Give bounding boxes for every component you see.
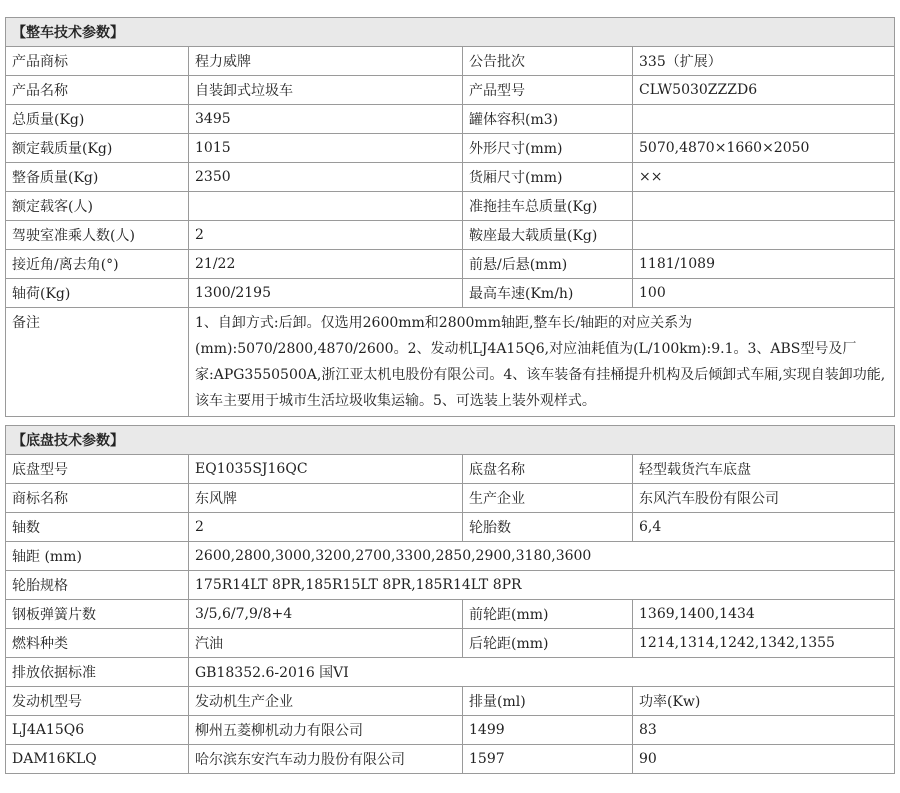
param-value: 1369,1400,1434 xyxy=(633,600,895,629)
table-row xyxy=(6,542,895,571)
table-row xyxy=(6,455,895,484)
column-header: 排量(ml) xyxy=(463,687,633,716)
param-value xyxy=(633,105,895,134)
chassis-params-table xyxy=(5,425,895,774)
param-value: 2600,2800,3000,3200,2700,3300,2850,2900,3180,3600 xyxy=(189,542,895,571)
table-row xyxy=(6,192,895,221)
param-label: 燃料种类 xyxy=(6,629,189,658)
param-label: 整备质量(Kg) xyxy=(6,163,189,192)
table-row xyxy=(6,513,895,542)
param-label: 罐体容积(m3) xyxy=(463,105,633,134)
param-label: 底盘名称 xyxy=(463,455,633,484)
param-value: EQ1035SJ16QC xyxy=(189,455,463,484)
param-value: 1300/2195 xyxy=(189,279,463,308)
notes-row xyxy=(6,308,895,417)
table-row xyxy=(6,105,895,134)
param-value: 1181/1089 xyxy=(633,250,895,279)
chassis-section-title: 【底盘技术参数】 xyxy=(6,426,895,455)
param-value: 2350 xyxy=(189,163,463,192)
param-label: 钢板弹簧片数 xyxy=(6,600,189,629)
param-value: 2 xyxy=(189,221,463,250)
vehicle-params-table xyxy=(5,17,895,417)
param-label: 公告批次 xyxy=(463,47,633,76)
table-row xyxy=(6,76,895,105)
table-row xyxy=(6,629,895,658)
notes-text: 1、自卸方式:后卸。仅选用2600mm和2800mm轴距,整车长/轴距的对应关系为(mm):5070/2800,4870/2600。2、发动机LJ4A15Q6,对应油耗值为(L/100km):9.1。3、ABS型号及厂家:APG3550500A,浙江亚太机电股份有限公司。4、该车装备有挂桶提升机构及后倾卸式车厢,实现自装卸功能,该车主要用于城市生活垃圾收集运输。5、可选装上装外观样式。 xyxy=(189,308,895,417)
param-value: 2 xyxy=(189,513,463,542)
vehicle-section-title: 【整车技术参数】 xyxy=(6,18,895,47)
param-label: 准拖挂车总质量(Kg) xyxy=(463,192,633,221)
param-value: 程力威牌 xyxy=(189,47,463,76)
engine-row xyxy=(6,745,895,774)
param-value: 自装卸式垃圾车 xyxy=(189,76,463,105)
table-row xyxy=(6,571,895,600)
param-value: 3495 xyxy=(189,105,463,134)
param-label: 轴数 xyxy=(6,513,189,542)
param-label: 轴距 (mm) xyxy=(6,542,189,571)
param-value: ×× xyxy=(633,163,895,192)
param-label: 货厢尺寸(mm) xyxy=(463,163,633,192)
engine-row xyxy=(6,716,895,745)
param-value: 21/22 xyxy=(189,250,463,279)
param-label: 轮胎规格 xyxy=(6,571,189,600)
table-row xyxy=(6,279,895,308)
param-label: 产品商标 xyxy=(6,47,189,76)
engine-displacement: 1499 xyxy=(463,716,633,745)
column-header: 功率(Kw) xyxy=(633,687,895,716)
param-label: 驾驶室准乘人数(人) xyxy=(6,221,189,250)
table-row xyxy=(6,47,895,76)
engine-displacement: 1597 xyxy=(463,745,633,774)
param-value: CLW5030ZZZD6 xyxy=(633,76,895,105)
table-row xyxy=(6,658,895,687)
param-value: 100 xyxy=(633,279,895,308)
param-value xyxy=(633,192,895,221)
param-label: 排放依据标准 xyxy=(6,658,189,687)
param-label: 商标名称 xyxy=(6,484,189,513)
column-header: 发动机生产企业 xyxy=(189,687,463,716)
param-label: 最高车速(Km/h) xyxy=(463,279,633,308)
param-value: 轻型载货汽车底盘 xyxy=(633,455,895,484)
param-value: 东风牌 xyxy=(189,484,463,513)
engine-maker: 柳州五菱柳机动力有限公司 xyxy=(189,716,463,745)
param-label: 鞍座最大载质量(Kg) xyxy=(463,221,633,250)
param-value: 175R14LT 8PR,185R15LT 8PR,185R14LT 8PR xyxy=(189,571,895,600)
param-label: 轴荷(Kg) xyxy=(6,279,189,308)
param-value: GB18352.6-2016 国VI xyxy=(189,658,895,687)
engine-model: DAM16KLQ xyxy=(6,745,189,774)
param-label: 总质量(Kg) xyxy=(6,105,189,134)
param-label: 额定载质量(Kg) xyxy=(6,134,189,163)
engine-power: 83 xyxy=(633,716,895,745)
param-value: 1015 xyxy=(189,134,463,163)
engine-model: LJ4A15Q6 xyxy=(6,716,189,745)
param-value: 335（扩展） xyxy=(633,47,895,76)
param-label: 后轮距(mm) xyxy=(463,629,633,658)
column-header: 发动机型号 xyxy=(6,687,189,716)
param-label: 产品型号 xyxy=(463,76,633,105)
param-value: 1214,1314,1242,1342,1355 xyxy=(633,629,895,658)
table-row xyxy=(6,163,895,192)
table-row xyxy=(6,600,895,629)
engine-maker: 哈尔滨东安汽车动力股份有限公司 xyxy=(189,745,463,774)
param-value: 5070,4870×1660×2050 xyxy=(633,134,895,163)
table-row xyxy=(6,134,895,163)
table-row xyxy=(6,221,895,250)
engine-power: 90 xyxy=(633,745,895,774)
param-label: 外形尺寸(mm) xyxy=(463,134,633,163)
notes-label: 备注 xyxy=(6,308,189,417)
param-value: 东风汽车股份有限公司 xyxy=(633,484,895,513)
table-row xyxy=(6,250,895,279)
param-label: 产品名称 xyxy=(6,76,189,105)
engine-header-row xyxy=(6,687,895,716)
param-label: 前轮距(mm) xyxy=(463,600,633,629)
table-row xyxy=(6,484,895,513)
param-value xyxy=(189,192,463,221)
param-value: 6,4 xyxy=(633,513,895,542)
param-label: 额定载客(人) xyxy=(6,192,189,221)
param-value xyxy=(633,221,895,250)
param-label: 轮胎数 xyxy=(463,513,633,542)
param-value: 3/5,6/7,9/8+4 xyxy=(189,600,463,629)
param-label: 生产企业 xyxy=(463,484,633,513)
param-label: 接近角/离去角(°) xyxy=(6,250,189,279)
param-label: 底盘型号 xyxy=(6,455,189,484)
param-label: 前悬/后悬(mm) xyxy=(463,250,633,279)
param-value: 汽油 xyxy=(189,629,463,658)
